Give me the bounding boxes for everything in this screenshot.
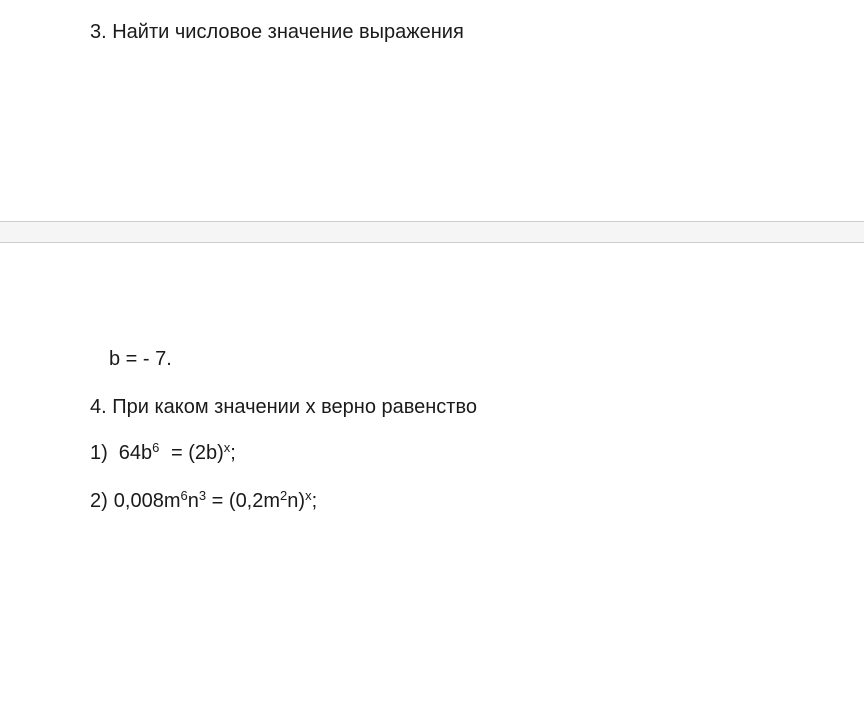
equation-item-1	[90, 441, 236, 465]
equation-item-2	[90, 489, 317, 513]
equation-term: = (2b)	[165, 442, 224, 464]
equation-term: 64b	[118, 442, 153, 464]
question-4-title: 4. При каком значении х верно равенство	[90, 396, 477, 418]
equation-term: = (0,2m	[206, 490, 281, 512]
equation-term: n)	[287, 490, 306, 512]
equation-term: 0,008m	[113, 490, 181, 512]
exponent: 2	[280, 488, 288, 503]
equation-term: ;	[311, 490, 318, 512]
exponent: x	[223, 440, 231, 455]
item-number: 1)	[90, 442, 108, 464]
exponent: x	[305, 488, 312, 503]
equation-term: ;	[230, 442, 236, 464]
image-placeholder-divider	[0, 221, 864, 243]
equation-term: n	[187, 490, 199, 512]
exponent: 6	[180, 488, 188, 503]
question-3-title: 3. Найти числовое значение выражения	[90, 21, 464, 43]
item-number: 2)	[90, 490, 108, 512]
exponent: 6	[152, 440, 160, 455]
variable-value: b = - 7.	[109, 348, 172, 370]
exponent: 3	[198, 488, 207, 503]
